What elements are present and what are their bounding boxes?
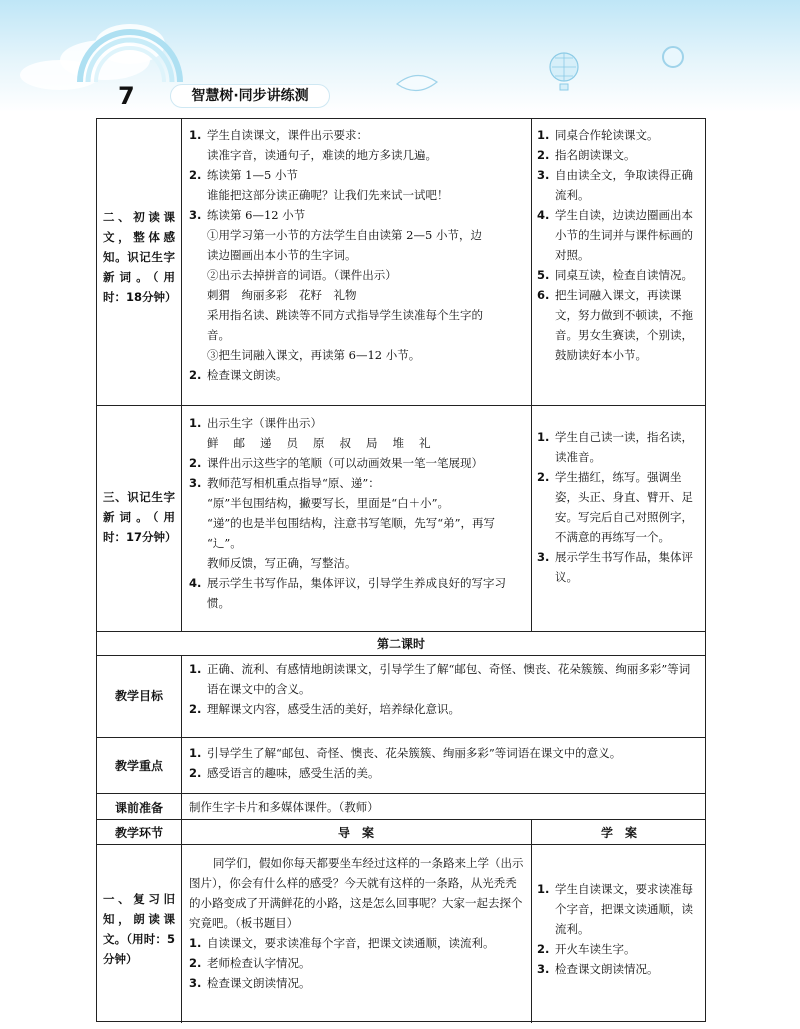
key-points: 1. 引导学生了解“邮包、奇怪、懊丧、花朵簇簇、绚丽多彩”等词语在课文中的意义。 2. 感受语言的趣味，感受生活的美。 xyxy=(189,746,622,780)
page-number: 7 xyxy=(118,82,135,110)
review-section-label: 一、复习旧知，朗读课文。（用时：5分钟） xyxy=(103,892,175,966)
lesson-plan-table xyxy=(96,118,706,1022)
rainbow-icon xyxy=(70,14,190,84)
section-two-guide: 1. 学生自读课文，课件出示要求： 读准字音，读通句子，难读的地方多读几遍。 2. 练读第 1—5 小节 谁能把这部分读正确呢？让我们先来试一试吧！ 3. 练读第 6—12 小节 ①用学习第一小节的方法学生自由读第 2—5 小节，边 读边圈画出本小节的生字词。 ②出示去掉拼音的词语。（课件出示） 刺猬 绚丽多彩 花籽 礼物 采用指名读、跳读等不同方式指导学生读准每个生字的 音。 ③把生词融入课文，再读第 6—12 小节。 2. 检查课文朗读。 xyxy=(189,128,483,382)
section-three-study: 1. 学生自己读一读，指名读，读准音。 2. 学生描红，练写。强调坐姿，头正、身直、臂开、足安。写完后自己对照例字，不满意的再练写一个。 3. 展示学生书写作品，集体评议。 xyxy=(537,430,693,584)
kite-icon xyxy=(392,68,442,100)
new-characters-list: 鲜 邮 递 员 原 叔 局 堆 礼 xyxy=(207,436,431,450)
column-step: 教学环节 xyxy=(114,826,163,840)
page-header xyxy=(0,0,800,112)
preparation-label: 课前准备 xyxy=(114,801,163,815)
column-guide: 导 案 xyxy=(337,826,374,840)
hot-air-balloon-icon xyxy=(547,52,581,92)
review-section-study: 1. 学生自读课文，要求读准每个字音，把课文读通顺，读流利。 2. 开火车读生字。 3. 检查课文朗读情况。 xyxy=(537,882,693,976)
section-two-label: 二、初读课文，整体感知。识记生字新词。（用时：18分钟） xyxy=(103,210,177,304)
preparation: 制作生字卡片和多媒体课件。（教师） xyxy=(189,800,379,814)
key-points-label: 教学重点 xyxy=(114,759,163,773)
teaching-goals: 1. 正确、流利、有感情地朗读课文，引导学生了解“邮包、奇怪、懊丧、花朵簇簇、绚丽多彩”等词语在课文中的含义。 2. 理解课文内容，感受生活的美好，培养绿化意识。 xyxy=(189,662,691,716)
book-title: 智慧树·同步讲练测 xyxy=(170,84,330,108)
sun-icon xyxy=(662,46,684,68)
section-three-label: 三、识记生字新词。（用时：17分钟） xyxy=(103,490,177,544)
review-section-guide: 同学们，假如你每天都要坐车经过这样的一条路来上学（出示图片），你会有什么样的感受？今天就有这样的一条路，从光秃秃的小路变成了开满鲜花的小路，这是怎么回事呢？大家一起去探个究竟吧。（板书题目） 1. 自读课文，要求读准每个字音，把课文读通顺，读流利。 2. 老师检查认字情况。 3. 检查课文朗读情况。 xyxy=(189,856,524,990)
goals-label: 教学目标 xyxy=(114,689,163,703)
column-study: 学 案 xyxy=(600,826,637,840)
lesson-two-title: 第二课时 xyxy=(376,637,425,651)
section-three-guide: 1. 出示生字（课件出示） 鲜 邮 递 员 原 叔 局 堆 礼 2. 课件出示这些字的笔顺（可以动画效果一笔一笔展现） 3. 教师范写相机重点指导“原、递”： “原”半包围结构，撇要写长，里面是“白＋小”。 “递”的也是半包围结构，注意书写笔顺，先写“弟”，再写 “辶”。 教师反馈，写正确，写整洁。 4. 展示学生书写作品，集体评议，引导学生养成良好的写字习惯。 xyxy=(189,413,527,613)
section-two-study: 1. 同桌合作轮读课文。 2. 指名朗读课文。 3. 自由读全文，争取读得正确流利。 4. 学生自读，边读边圈画出本小节的生词并与课件标画的对照。 5. 同桌互读，检查自读情况。 6. 把生词融入课文，再读课文，努力做到不顿读，不拖音。男女生赛读，个别读，鼓励读好本小节。 xyxy=(537,128,693,362)
